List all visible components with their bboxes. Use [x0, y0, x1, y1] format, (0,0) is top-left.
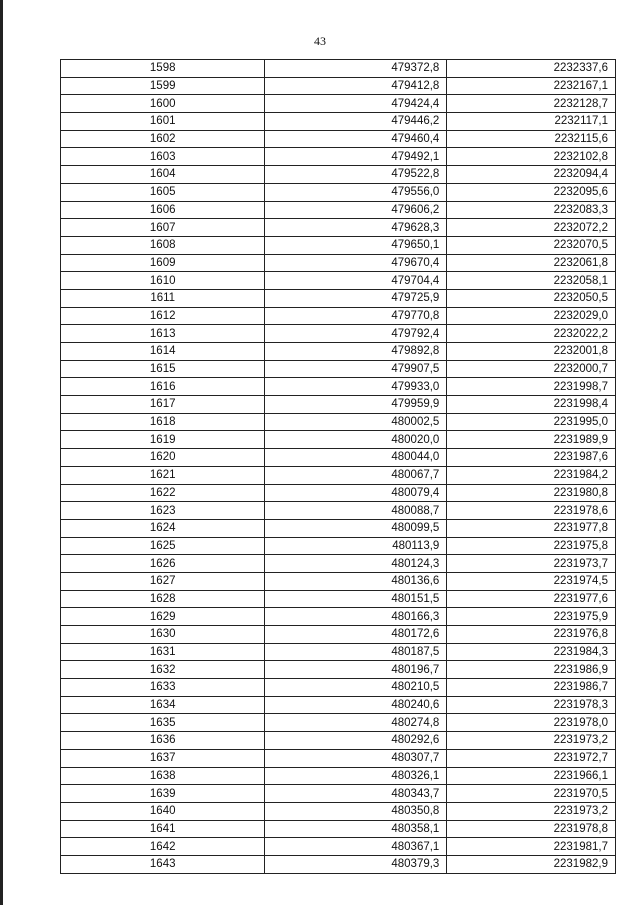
point-number-cell: 1609 — [61, 254, 265, 272]
table-row — [61, 732, 616, 750]
table-row — [61, 272, 616, 290]
table-row — [61, 696, 616, 714]
y-coordinate-cell: 2231974,5 — [447, 572, 616, 590]
table-row — [61, 767, 616, 785]
y-coordinate-cell: 2231975,8 — [447, 537, 616, 555]
point-number-cell: 1643 — [61, 855, 265, 873]
point-number-cell: 1610 — [61, 272, 265, 290]
table-row — [61, 555, 616, 573]
x-coordinate-cell: 479556,0 — [265, 183, 447, 201]
y-coordinate-cell: 2231998,4 — [447, 396, 616, 414]
y-coordinate-cell: 2231984,2 — [447, 466, 616, 484]
x-coordinate-cell: 479792,4 — [265, 325, 447, 343]
x-coordinate-cell: 480307,7 — [265, 749, 447, 767]
table-row — [61, 838, 616, 856]
table-row — [61, 714, 616, 732]
y-coordinate-cell: 2232117,1 — [447, 113, 616, 131]
x-coordinate-cell: 479424,4 — [265, 95, 447, 113]
x-coordinate-cell: 479933,0 — [265, 378, 447, 396]
table-row — [61, 360, 616, 378]
y-coordinate-cell: 2231978,6 — [447, 502, 616, 520]
point-number-cell: 1639 — [61, 785, 265, 803]
y-coordinate-cell: 2231981,7 — [447, 838, 616, 856]
x-coordinate-cell: 479412,8 — [265, 77, 447, 95]
x-coordinate-cell: 479446,2 — [265, 113, 447, 131]
x-coordinate-cell: 480172,6 — [265, 626, 447, 644]
y-coordinate-cell: 2232337,6 — [447, 60, 616, 78]
x-coordinate-cell: 480379,3 — [265, 855, 447, 873]
page-edge-shadow — [0, 0, 3, 905]
x-coordinate-cell: 480136,6 — [265, 572, 447, 590]
table-row — [61, 130, 616, 148]
x-coordinate-cell: 480088,7 — [265, 502, 447, 520]
x-coordinate-cell: 480358,1 — [265, 820, 447, 838]
y-coordinate-cell: 2232070,5 — [447, 236, 616, 254]
point-number-cell: 1629 — [61, 608, 265, 626]
x-coordinate-cell: 479892,8 — [265, 343, 447, 361]
y-coordinate-cell: 2232095,6 — [447, 183, 616, 201]
point-number-cell: 1636 — [61, 732, 265, 750]
table-row — [61, 113, 616, 131]
y-coordinate-cell: 2231978,0 — [447, 714, 616, 732]
point-number-cell: 1615 — [61, 360, 265, 378]
x-coordinate-cell: 480113,9 — [265, 537, 447, 555]
table-row — [61, 802, 616, 820]
x-coordinate-cell: 479725,9 — [265, 289, 447, 307]
point-number-cell: 1626 — [61, 555, 265, 573]
y-coordinate-cell: 2232029,0 — [447, 307, 616, 325]
x-coordinate-cell: 479650,1 — [265, 236, 447, 254]
point-number-cell: 1634 — [61, 696, 265, 714]
point-number-cell: 1642 — [61, 838, 265, 856]
point-number-cell: 1608 — [61, 236, 265, 254]
y-coordinate-cell: 2231995,0 — [447, 413, 616, 431]
x-coordinate-cell: 479959,9 — [265, 396, 447, 414]
table-row — [61, 590, 616, 608]
point-number-cell: 1607 — [61, 219, 265, 237]
x-coordinate-cell: 480079,4 — [265, 484, 447, 502]
table-row — [61, 201, 616, 219]
x-coordinate-cell: 479522,8 — [265, 166, 447, 184]
y-coordinate-cell: 2231989,9 — [447, 431, 616, 449]
x-coordinate-cell: 480044,0 — [265, 449, 447, 467]
point-number-cell: 1601 — [61, 113, 265, 131]
x-coordinate-cell: 480187,5 — [265, 643, 447, 661]
page-number: 43 — [314, 34, 326, 48]
y-coordinate-cell: 2231980,8 — [447, 484, 616, 502]
point-number-cell: 1598 — [61, 60, 265, 78]
point-number-cell: 1640 — [61, 802, 265, 820]
y-coordinate-cell: 2231984,3 — [447, 643, 616, 661]
table-row — [61, 378, 616, 396]
x-coordinate-cell: 480343,7 — [265, 785, 447, 803]
x-coordinate-cell: 479670,4 — [265, 254, 447, 272]
point-number-cell: 1605 — [61, 183, 265, 201]
y-coordinate-cell: 2231986,9 — [447, 661, 616, 679]
table-row — [61, 519, 616, 537]
table-row — [61, 236, 616, 254]
y-coordinate-cell: 2231998,7 — [447, 378, 616, 396]
point-number-cell: 1637 — [61, 749, 265, 767]
x-coordinate-cell: 480002,5 — [265, 413, 447, 431]
point-number-cell: 1622 — [61, 484, 265, 502]
table-row — [61, 307, 616, 325]
table-row — [61, 820, 616, 838]
y-coordinate-cell: 2232001,8 — [447, 343, 616, 361]
point-number-cell: 1623 — [61, 502, 265, 520]
point-number-cell: 1620 — [61, 449, 265, 467]
table-row — [61, 749, 616, 767]
x-coordinate-cell: 479372,8 — [265, 60, 447, 78]
y-coordinate-cell: 2231987,6 — [447, 449, 616, 467]
y-coordinate-cell: 2231966,1 — [447, 767, 616, 785]
table-row — [61, 166, 616, 184]
x-coordinate-cell: 480350,8 — [265, 802, 447, 820]
x-coordinate-cell: 480240,6 — [265, 696, 447, 714]
y-coordinate-cell: 2231978,8 — [447, 820, 616, 838]
point-number-cell: 1624 — [61, 519, 265, 537]
y-coordinate-cell: 2232115,6 — [447, 130, 616, 148]
y-coordinate-cell: 2231977,8 — [447, 519, 616, 537]
x-coordinate-cell: 480367,1 — [265, 838, 447, 856]
y-coordinate-cell: 2231972,7 — [447, 749, 616, 767]
x-coordinate-cell: 480151,5 — [265, 590, 447, 608]
table-row — [61, 466, 616, 484]
point-number-cell: 1635 — [61, 714, 265, 732]
table-row — [61, 572, 616, 590]
point-number-cell: 1602 — [61, 130, 265, 148]
point-number-cell: 1628 — [61, 590, 265, 608]
y-coordinate-cell: 2231970,5 — [447, 785, 616, 803]
x-coordinate-cell: 480210,5 — [265, 679, 447, 697]
y-coordinate-cell: 2232000,7 — [447, 360, 616, 378]
point-number-cell: 1613 — [61, 325, 265, 343]
table-row — [61, 148, 616, 166]
point-number-cell: 1627 — [61, 572, 265, 590]
point-number-cell: 1600 — [61, 95, 265, 113]
point-number-cell: 1621 — [61, 466, 265, 484]
point-number-cell: 1617 — [61, 396, 265, 414]
y-coordinate-cell: 2232022,2 — [447, 325, 616, 343]
x-coordinate-cell: 480274,8 — [265, 714, 447, 732]
y-coordinate-cell: 2232058,1 — [447, 272, 616, 290]
point-number-cell: 1604 — [61, 166, 265, 184]
x-coordinate-cell: 480124,3 — [265, 555, 447, 573]
point-number-cell: 1599 — [61, 77, 265, 95]
x-coordinate-cell: 480067,7 — [265, 466, 447, 484]
point-number-cell: 1641 — [61, 820, 265, 838]
table-row — [61, 396, 616, 414]
coordinates-table-body — [61, 60, 616, 874]
y-coordinate-cell: 2231986,7 — [447, 679, 616, 697]
point-number-cell: 1633 — [61, 679, 265, 697]
table-row — [61, 855, 616, 873]
x-coordinate-cell: 479907,5 — [265, 360, 447, 378]
table-row — [61, 608, 616, 626]
table-row — [61, 661, 616, 679]
point-number-cell: 1632 — [61, 661, 265, 679]
y-coordinate-cell: 2231975,9 — [447, 608, 616, 626]
table-row — [61, 219, 616, 237]
x-coordinate-cell: 480166,3 — [265, 608, 447, 626]
point-number-cell: 1614 — [61, 343, 265, 361]
point-number-cell: 1638 — [61, 767, 265, 785]
table-row — [61, 325, 616, 343]
table-row — [61, 95, 616, 113]
x-coordinate-cell: 479704,4 — [265, 272, 447, 290]
point-number-cell: 1630 — [61, 626, 265, 644]
table-row — [61, 484, 616, 502]
y-coordinate-cell: 2232167,1 — [447, 77, 616, 95]
y-coordinate-cell: 2232050,5 — [447, 289, 616, 307]
table-row — [61, 537, 616, 555]
x-coordinate-cell: 479460,4 — [265, 130, 447, 148]
x-coordinate-cell: 479628,3 — [265, 219, 447, 237]
x-coordinate-cell: 480099,5 — [265, 519, 447, 537]
table-row — [61, 502, 616, 520]
point-number-cell: 1616 — [61, 378, 265, 396]
point-number-cell: 1603 — [61, 148, 265, 166]
y-coordinate-cell: 2231973,7 — [447, 555, 616, 573]
x-coordinate-cell: 480292,6 — [265, 732, 447, 750]
y-coordinate-cell: 2232072,2 — [447, 219, 616, 237]
y-coordinate-cell: 2232128,7 — [447, 95, 616, 113]
y-coordinate-cell: 2231976,8 — [447, 626, 616, 644]
y-coordinate-cell: 2232061,8 — [447, 254, 616, 272]
table-row — [61, 449, 616, 467]
y-coordinate-cell: 2232102,8 — [447, 148, 616, 166]
coordinates-table — [60, 59, 616, 874]
y-coordinate-cell: 2231973,2 — [447, 732, 616, 750]
x-coordinate-cell: 480326,1 — [265, 767, 447, 785]
table-row — [61, 679, 616, 697]
table-row — [61, 785, 616, 803]
point-number-cell: 1618 — [61, 413, 265, 431]
x-coordinate-cell: 479492,1 — [265, 148, 447, 166]
x-coordinate-cell: 479606,2 — [265, 201, 447, 219]
point-number-cell: 1611 — [61, 289, 265, 307]
point-number-cell: 1606 — [61, 201, 265, 219]
table-row — [61, 343, 616, 361]
table-row — [61, 626, 616, 644]
y-coordinate-cell: 2231973,2 — [447, 802, 616, 820]
y-coordinate-cell: 2231978,3 — [447, 696, 616, 714]
table-row — [61, 183, 616, 201]
x-coordinate-cell: 479770,8 — [265, 307, 447, 325]
y-coordinate-cell: 2232094,4 — [447, 166, 616, 184]
y-coordinate-cell: 2231982,9 — [447, 855, 616, 873]
table-row — [61, 254, 616, 272]
point-number-cell: 1625 — [61, 537, 265, 555]
table-row — [61, 643, 616, 661]
table-row — [61, 413, 616, 431]
x-coordinate-cell: 480196,7 — [265, 661, 447, 679]
table-row — [61, 431, 616, 449]
x-coordinate-cell: 480020,0 — [265, 431, 447, 449]
point-number-cell: 1612 — [61, 307, 265, 325]
y-coordinate-cell: 2232083,3 — [447, 201, 616, 219]
y-coordinate-cell: 2231977,6 — [447, 590, 616, 608]
table-row — [61, 289, 616, 307]
table-row — [61, 60, 616, 78]
point-number-cell: 1631 — [61, 643, 265, 661]
point-number-cell: 1619 — [61, 431, 265, 449]
table-row — [61, 77, 616, 95]
